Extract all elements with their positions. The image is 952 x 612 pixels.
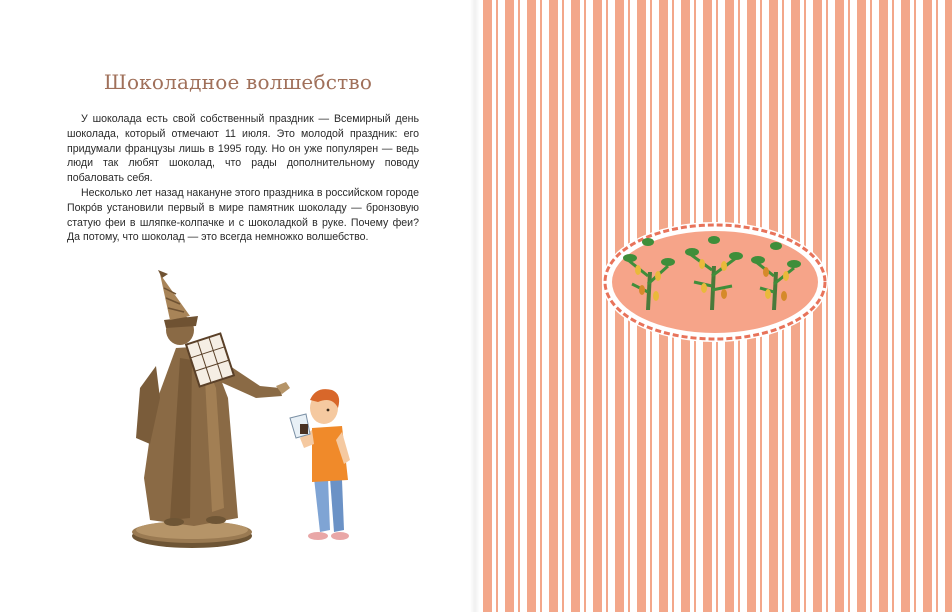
paragraph-1: У шоколада есть свой собственный праздник — Всемирный день шоколада, который отмечают 11 июля. Это молодой праздник: его придумали французы лишь в 1995 году. Но он уже популярен — ведь люди так любят шоколад, что рады дополнительному поводу побаловать себя. xyxy=(67,113,419,185)
fairy-statue-image xyxy=(132,270,290,548)
paragraph-2: Несколько лет назад накануне этого праздника в российском городе Покро́в установили первый в мире памятник шоколаду — бронзовую статую феи в шляпке-колпачке и с шоколадкой в руке. Почему феи? Да потому, что шоколад — это всегда немножко волшебство. xyxy=(67,186,419,244)
body-text xyxy=(67,112,419,245)
boy-image xyxy=(290,389,350,540)
page-gutter xyxy=(470,0,480,612)
statue-and-boy-illustration xyxy=(120,268,360,560)
page-title: Шоколадное волшебство xyxy=(103,70,373,94)
cocoa-trees-medallion xyxy=(600,220,830,344)
